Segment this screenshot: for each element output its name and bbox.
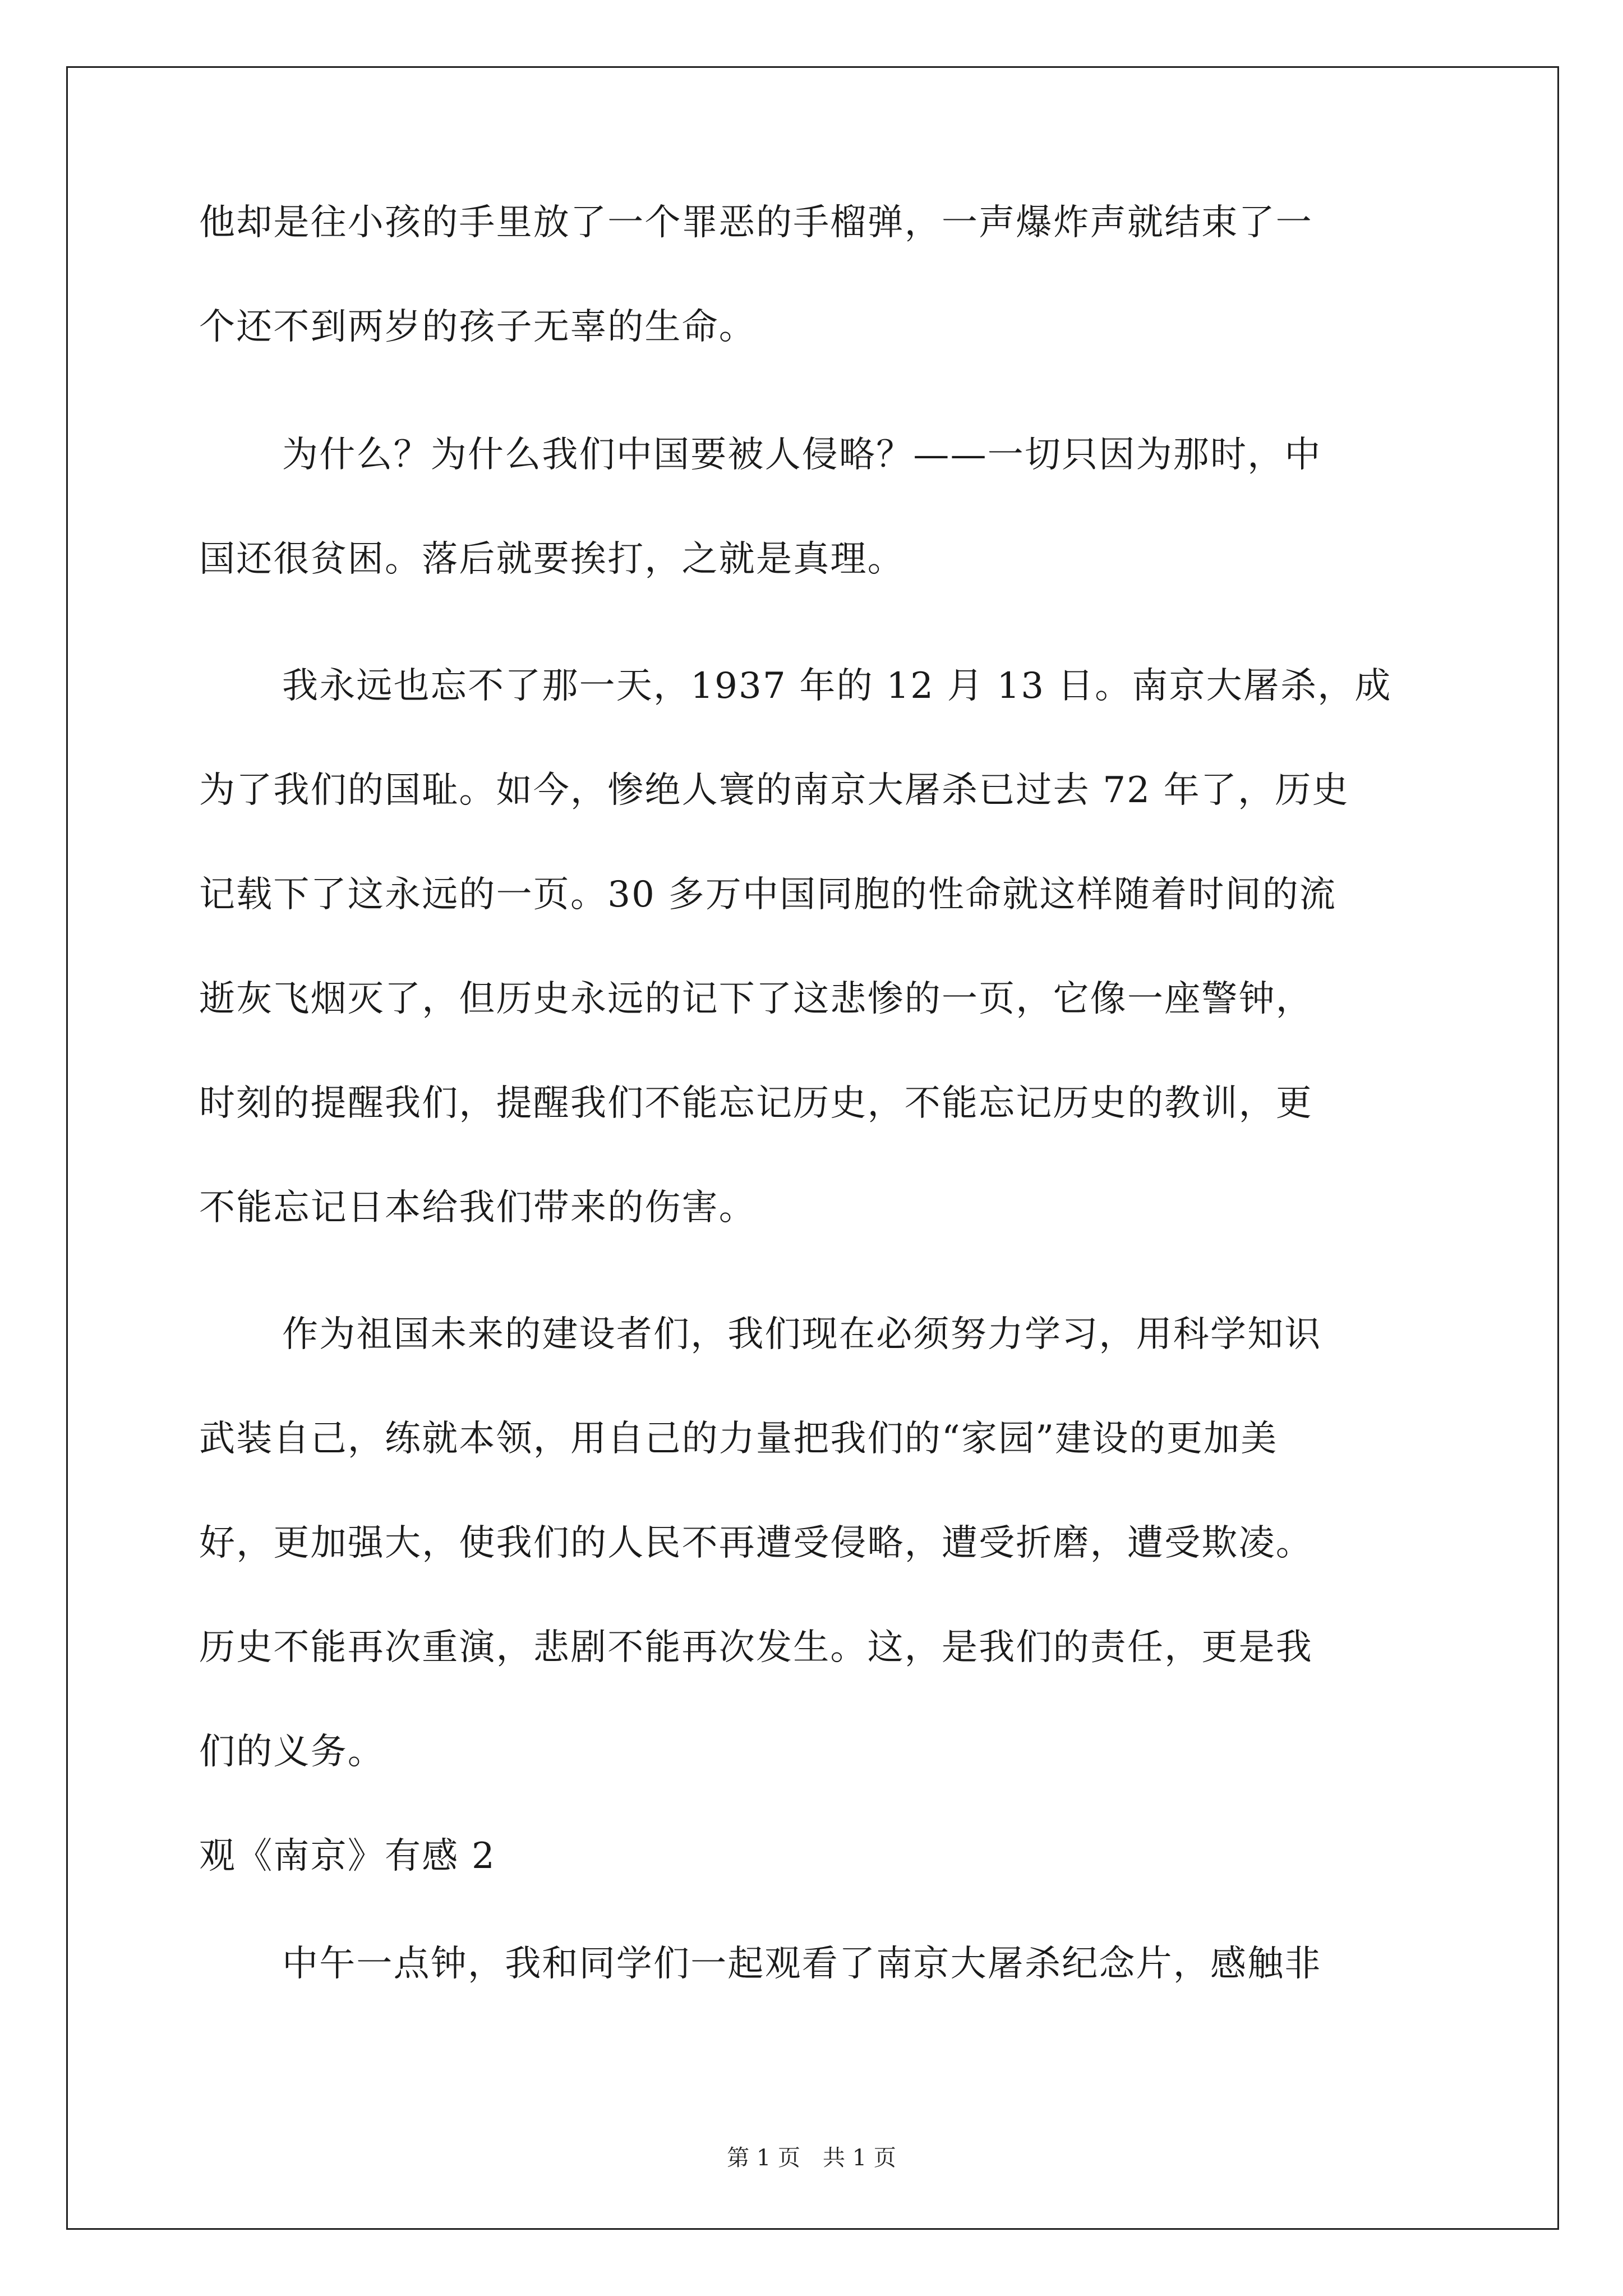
text-line: 时刻的提醒我们，提醒我们不能忘记历史，不能忘记历史的教训，更 (199, 1083, 1313, 1124)
text-line: 武装自己，练就本领，用自己的力量把我们的“家园”建设的更加美 (199, 1418, 1278, 1460)
text-line: 个还不到两岁的孩子无辜的生命。 (199, 306, 756, 348)
text-line: 国还很贫困。落后就要挨打，之就是真理。 (199, 539, 905, 580)
paragraph-start-line: 为什么？为什么我们中国要被人侵略？——一切只因为那时，中 (282, 434, 1322, 476)
section-heading: 观《南京》有感 2 (199, 1835, 496, 1877)
paragraph-start-line: 我永远也忘不了那一天，1937 年的 12 月 13 日。南京大屠杀，成 (282, 665, 1392, 707)
page-border (66, 66, 1559, 2230)
page-number-footer: 第 1 页 共 1 页 (727, 2145, 896, 2171)
text-line: 记载下了这永远的一页。30 多万中国同胞的性命就这样随着时间的流 (199, 874, 1337, 915)
text-line: 历史不能再次重演，悲剧不能再次发生。这，是我们的责任，更是我 (199, 1627, 1313, 1668)
text-line: 们的义务。 (199, 1731, 385, 1773)
text-line: 逝灰飞烟灭了，但历史永远的记下了这悲惨的一页，它像一座警钟， (199, 978, 1313, 1020)
text-line: 他却是往小孩的手里放了一个罪恶的手榴弹，一声爆炸声就结束了一 (199, 202, 1313, 243)
paragraph-start-line: 作为祖国未来的建设者们，我们现在必须努力学习，用科学知识 (282, 1314, 1322, 1355)
text-line: 好，更加强大，使我们的人民不再遭受侵略，遭受折磨，遭受欺凌。 (199, 1522, 1313, 1564)
paragraph-start-line: 中午一点钟，我和同学们一起观看了南京大屠杀纪念片，感触非 (282, 1943, 1322, 1985)
text-line: 为了我们的国耻。如今，惨绝人寰的南京大屠杀已过去 72 年了，历史 (199, 770, 1349, 811)
text-line: 不能忘记日本给我们带来的伤害。 (199, 1187, 756, 1228)
